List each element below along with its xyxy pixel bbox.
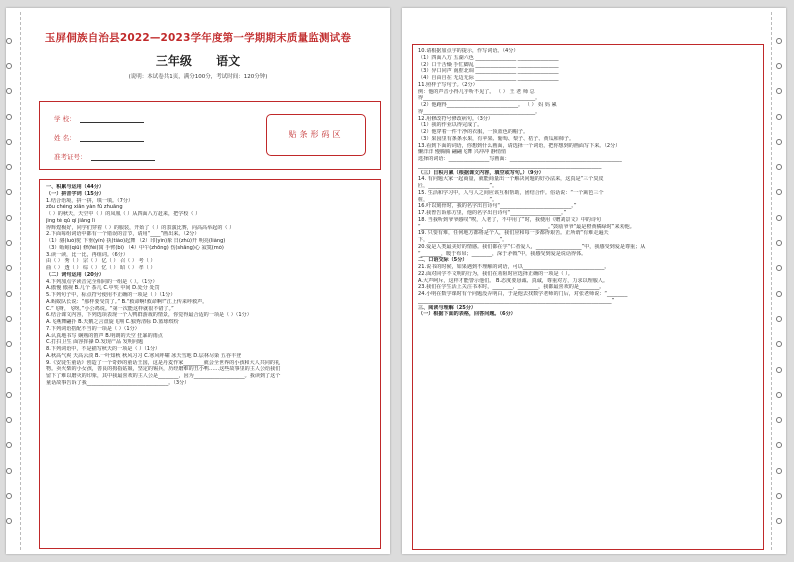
barcode-area: 贴条形码区 — [266, 114, 366, 156]
question-line: （1）四面八方 五湖六色 ________________ ________________ — [418, 54, 559, 61]
question-line: 14. 有问题大家一起商量，就能商量出一个解决问题的好办法来，这真是“三个臭皮 — [418, 176, 604, 183]
question-line: A.大声呵斥，这样才能警示他们。 B.态度要恳诚、真诚，尊重对方，力求以理服人。 — [418, 277, 609, 284]
question-line: ____________________________________________________________________________” — [418, 297, 615, 304]
question-line: A.秋高气爽 天高云淡 B.一叶知秋 秋风习习 C.寒风呼啸 冰天雪地 D.层林尽染 五谷丰登 — [46, 352, 242, 359]
school-label: 学 校： — [54, 115, 76, 123]
subject-label: 语文 — [216, 54, 241, 68]
question-line: 24.小明在数学课时有个问题没弄明白，于是他去找数学老师的门后，对张老师说：“________ — [418, 291, 628, 297]
exam-page-left — [6, 8, 390, 554]
question-line: 1.结合语境，拼一拼，填一填。（7分） — [46, 197, 134, 204]
question-line: 5.下列句子中，标点符号使用不正确的一项是（ ）（1分） — [46, 292, 176, 298]
question-line: （3）果园里有条条水果，有苹果、葡萄、梨子、桔子、黄瓜和柿子。 — [418, 135, 575, 142]
question-line: zōu chéng xiān yàn fǔ zhuāng — [46, 204, 123, 211]
question-line: 11.照样子写句子。（2分） — [418, 81, 478, 88]
exam-id-field[interactable] — [91, 154, 155, 161]
question-line: 一、积累与运用（44分） — [46, 184, 105, 190]
question-line: （3）异口同声 南腔北调 ________________ ________________ — [418, 68, 559, 75]
question-line: （三）日积月累（根据课文内容，填空或写句。）（9分） — [418, 169, 544, 176]
question-line: 7.下列词语搭配不当的一项是（ ）（1分） — [46, 325, 140, 332]
question-line: 童话故事告诉了我________________________________。（3分） — [46, 379, 190, 386]
question-line: ________________________________________________________________________ — [418, 162, 602, 169]
question-line: 得____________________________________________。 — [418, 95, 541, 102]
question-line: 二、口语交际（5分） — [418, 257, 468, 264]
student-info-box — [39, 101, 381, 170]
question-line: （1）我的作业以得完成了。 — [418, 122, 483, 129]
question-line: 17.我曾告诉那方里，他的名字出自诗句“____________________。” — [418, 210, 567, 216]
binding-line — [771, 12, 772, 550]
question-line: 得辉煌极好，同学们穿着（ ）的服装，开始了（ ）的表演比赛，向高高举起的（ ） — [46, 224, 235, 231]
question-line: C.打扫卫生 面容挥搡 D.发现产品 发明问题 — [46, 339, 144, 346]
name-label: 姓 名： — [54, 134, 76, 142]
school-field[interactable] — [80, 116, 144, 123]
question-line: 12.用修改符号修改病句。（3分） — [418, 115, 494, 122]
question-line: “________________________，________________________。”鼓励爷爷“最是橙黄橘绿时”来劝他。 — [418, 223, 635, 230]
question-line: 13.看到下面的词语，你想到什么画面，请选择一个词语，把你想到的画面写下来。（2分） — [418, 142, 621, 149]
question-line: jìng tè qǔ qí jiǎng lì — [46, 217, 95, 224]
question-line: 16.叶以刻骨时，我的名字出自诗句“____________________________。” — [418, 203, 577, 210]
question-line: 曲（ ） 透（ ） 综（ ） 忆（ ） 昭（ ） 孝（ ） — [46, 265, 156, 271]
question-line: （2）口干舌燥 手忙脚乱 ________________ ________________ — [418, 61, 559, 68]
question-line: 18. 当我听到爷爷感叹“唉，人老了，不中用了”时，我便用《赠刘景文》中的诗句 — [418, 216, 602, 223]
questions-left — [46, 184, 376, 387]
question-line: （ ）的秋天，天空中（ ）的凤凰（ ）从四面八方赶来，把学校（ ） — [46, 211, 201, 217]
exam-subtitle — [20, 52, 376, 69]
question-line: 6.结合课文内容，下列选项表现一个人鸭群游戏的情景，你觉得最合适的一项是（ ）（1分） — [46, 312, 252, 319]
question-line: （一）根据下面的表格，回答问题。（6分） — [418, 311, 516, 318]
question-line: 15. 生活和学习中，人与人之间应该互相帮助，团结合作。俗话说：“一个篱笆三个 — [418, 189, 604, 196]
question-line: 得____________________________________________。 — [418, 108, 541, 115]
question-line: 留下了难以磨灭的印象，其中我最喜欢的主人公是________，因为____________________。我读到了这个 — [46, 373, 281, 379]
question-line: （二）词句运用（20分） — [46, 271, 105, 278]
question-line: （4）自由自在 无边无际 ________________ ________________ — [418, 75, 559, 81]
question-line: 三、阅读与理解（25分） — [418, 304, 477, 311]
exam-note: (说明：本试卷共1页，满分100分，考试时间：120分钟) — [128, 74, 268, 80]
questions-right — [418, 48, 758, 318]
question-line: 2.下面每组词语中都有一个错误的音节，请用“____”画出来。（2分） — [46, 231, 200, 238]
question-line: 匠，________________________”。 — [418, 183, 498, 189]
exam-page-right — [402, 8, 786, 554]
question-line: 9.《安徒生童话》创造了一个奇妙的童话王国，这是丹麦作家________就会全世界的小孩和大人共同的礼 — [46, 359, 281, 366]
question-line: “________，暖于布帛；________，深于矛戟”中，我感受到爱是说话得体。 — [418, 250, 587, 257]
question-line: （一）拼音字词（15分） — [46, 190, 105, 197]
question-line: （2）他穿着一件干净的衣服，一顶蓝色的帽子。 — [418, 129, 529, 135]
question-line: 22.面对同学不文明的行为，我们在劝阻时应选择正确的一项是（ ）。 — [418, 270, 573, 277]
question-line: 3.读一读，比一比，再组词。（6分） — [46, 251, 128, 258]
grade-label: 三年级 — [155, 54, 192, 68]
question-line: 4.下列加点字读音完全相同的一组是（ ）。（1分） — [46, 278, 158, 285]
question-line: 下，____________________________”。 — [418, 237, 508, 243]
question-line: 19. 只要有难，任何地方都将是个人，我们应和每一步都得艰苦。正所谓“有难走遍天 — [418, 230, 609, 237]
exam-title: 玉屏侗族自治县2022—2023学年度第一学期期末质量监测试卷 — [44, 32, 352, 44]
binding-line — [20, 12, 21, 550]
binding-holes — [6, 8, 16, 554]
question-line: （3）蚯蚓(qiū) 修(fèi)寓 手臂(bì) （4）中午(zhōng) 伤(shāng)心 寂寞(mò) — [46, 244, 224, 251]
question-line: A.傲慢 傲视 B.几个 茶几 C.中奖 中间 D.处分 处罚 — [46, 285, 160, 292]
question-line: 8.下列词语中，不是描写秋天的一项是（ ）（1分） — [46, 346, 161, 352]
question-line: 10.请根据加点字的提示，作写词语。（4分） — [418, 48, 519, 54]
question-line: 桩，________________________”。 — [418, 196, 498, 203]
question-line: （1）骆(luò)驼 下垂(yín) 执(tiào)起舞 （2）印(yìn)象 日(zhù)开 明亮(liàng) — [46, 238, 226, 244]
question-line: （2）他跑得____________________________。 （ ） 妈 妈 累 — [418, 102, 557, 108]
question-line: 选择的词语：________________写画面：____________________________________________ — [418, 156, 622, 162]
question-line: A.蚂蚁队长说：“那样要受罚了。” B.“救命啊!救命啊!”江上传来呼救声。 — [46, 298, 208, 305]
question-line: A.认真地书写 娴熟的笛声 B.明朗的天空 狂暴的雨点 — [46, 332, 163, 339]
question-line: 23.我们在学生活上关注书本时，________，________，我都最喜欢的是________。 — [418, 284, 605, 291]
question-line: 物。卖火柴的小女孩，善良的拇指姑娘，坚定的锡兵，历经磨难的丑小鸭……这些故事里的主人公给我们 — [46, 366, 281, 373]
school-row — [54, 114, 144, 123]
question-line: C.“飞呀，飞呀。”小公鸡说。“第一次能这样就很不错了。” — [46, 305, 174, 312]
question-line: 21.说书的时候，如果遇到不理解的词语，可以________________________________。 — [418, 264, 610, 270]
question-line: 懒洋洋 慢腾腾 翩翩飞舞 兴冲冲 静悄悄 — [418, 149, 506, 156]
question-line: 例：他的声音小得几乎听不见了。 （ ） 王 老 师 总 — [418, 88, 535, 95]
exam-id-row — [54, 152, 155, 161]
binding-holes — [776, 8, 786, 554]
name-row — [54, 133, 144, 142]
question-line: 20.爱是人类最美好的情感。我们都在学“仁者爱人，__________________”中，我感受到爱是尊重；从 — [418, 243, 646, 250]
question-line: 由（ ） 秀（ ） 宗（ ） 亿（ ） 召（ ） 考（ ） — [46, 258, 156, 265]
exam-id-label: 准考证号： — [54, 153, 87, 161]
question-line: A.飞燕舞翩扑 B.天鹅之言盘旋飞翔 C.独秀清标 D.篮球缤纷 — [46, 319, 179, 325]
name-field[interactable] — [80, 135, 144, 142]
